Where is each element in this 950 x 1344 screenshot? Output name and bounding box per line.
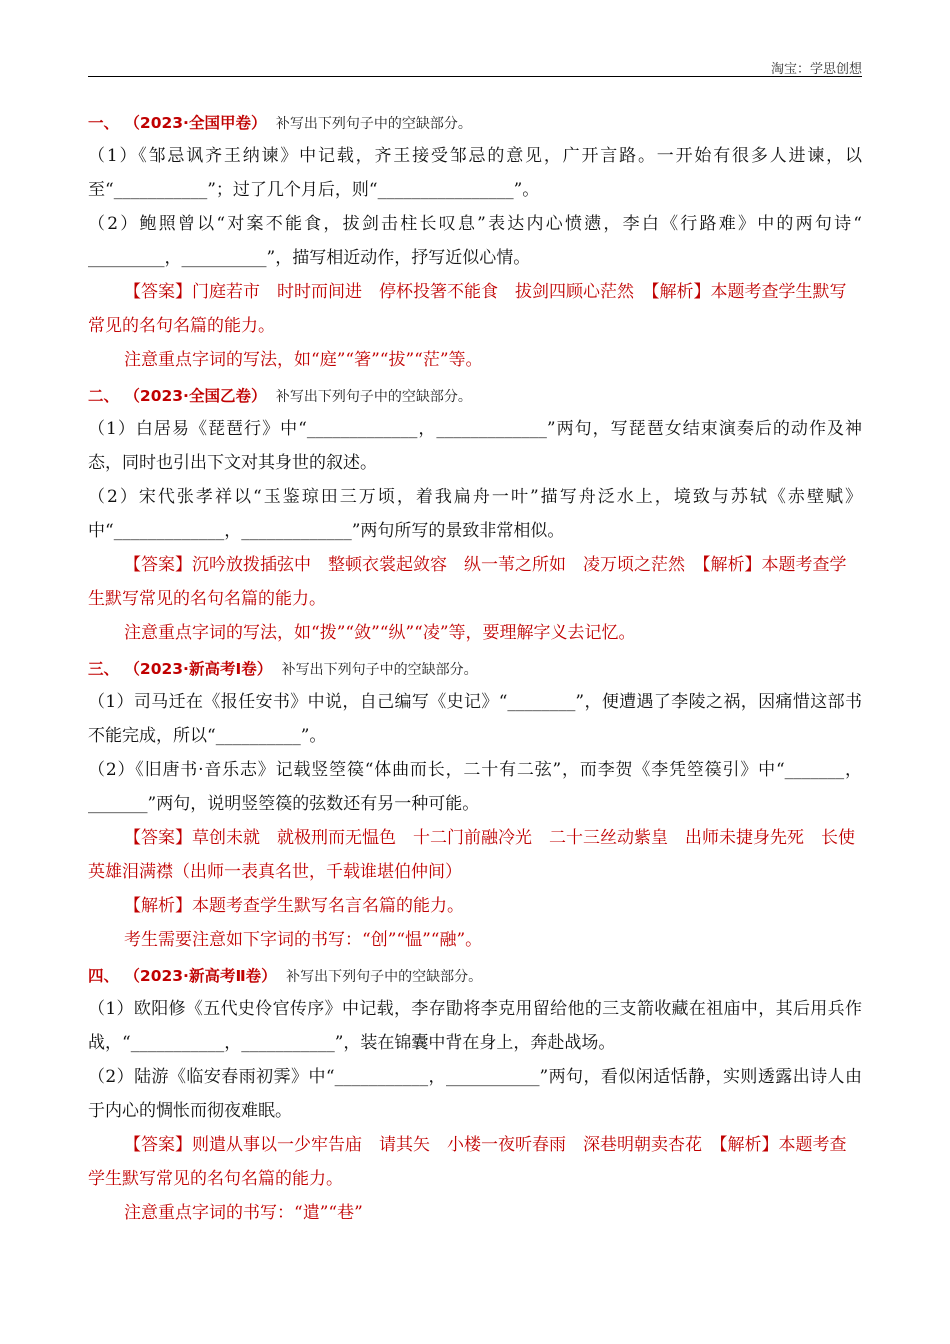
section-3-instruction: 补写出下列句子中的空缺部分。 [281,662,478,678]
section-1-question-2: （2）鲍照曾以“对案不能食，拔剑击柱长叹息”表达内心愤懑，李白《行路难》中的两句诗“ _________，__________”，描写相近动作，抒写近似心情。 [88,214,862,268]
section-4-title [88,965,862,988]
section-1-note: 注意重点字词的写法，如“庭”“箸”“拔”“茫”等。 [124,350,483,370]
section-2-title [88,385,862,408]
header-rule [88,76,862,77]
section-2-question-1: （1）白居易《琵琶行》中“_____________，_____________”两句，写琵琶女结束演奏后的动作及神态，同时也引出下文对其身世的叙述。 [88,419,862,473]
section-3-question-2: （2）《旧唐书·音乐志》记载竖箜篌“体曲而长，二十有二弦”，而李贺《李凭箜篌引》中“_______，_______”两句，说明竖箜篌的弦数还有另一种可能。 [88,760,862,814]
section-4-note: 注意重点字词的书写：“遣”“巷” [124,1203,363,1223]
section-2-number: 二、 [88,387,120,405]
section-4-instruction: 补写出下列句子中的空缺部分。 [286,969,483,985]
section-4-answer: 【答案】则遣从事以一少牢告庙 请其矢 小楼一夜听春雨 深巷明朝卖杏花 【解析】本题考查学生默写常见的名句名篇的能力。 [88,1135,847,1189]
section-4-question-2: （2）陆游《临安春雨初霁》中“___________，___________”两句，看似闲适恬静，实则透露出诗人由于内心的惆怅而彻夜难眠。 [88,1067,862,1121]
section-3-analysis: 【解析】本题考查学生默写名言名篇的能力。 [124,896,464,916]
section-4-source: （2023·新高考Ⅱ卷） [124,967,277,985]
section-1-source: （2023·全国甲卷） [124,114,267,132]
section-3-title [88,658,862,681]
section-1-number: 一、 [88,114,120,132]
section-3-answer: 【答案】草创未就 就极刑而无愠色 十二门前融冷光 二十三丝动紫皇 出师未捷身先死 长使英雄泪满襟（出师一表真名世，千载谁堪伯仲间） [88,828,855,882]
section-3-note: 考生需要注意如下字词的书写：“创”“愠”“融”。 [124,930,483,950]
document-body [88,112,862,1230]
section-1-instruction: 补写出下列句子中的空缺部分。 [275,116,472,132]
section-2-source: （2023·全国乙卷） [124,387,267,405]
section-4-number: 四、 [88,967,120,985]
section-2-instruction: 补写出下列句子中的空缺部分。 [275,389,472,405]
section-2-note: 注意重点字词的写法，如“拨”“敛”“纵”“凌”等，要理解字义去记忆。 [124,623,636,643]
section-4-question-1: （1）欧阳修《五代史伶官传序》中记载，李存勖将李克用留给他的三支箭收藏在祖庙中，其后用兵作战，“___________，___________”，装在锦囊中背在身上，奔赴战场。 [88,999,862,1053]
section-1-question-1: （1）《邹忌讽齐王纳谏》中记载，齐王接受邹忌的意见，广开言路。一开始有很多人进谏，以至“___________”；过了几个月后，则“________________”。 [88,146,862,200]
section-1-title [88,112,862,135]
section-3-number: 三、 [88,660,120,678]
section-3-source: （2023·新高考Ⅰ卷） [124,660,273,678]
section-2-answer: 【答案】沉吟放拨插弦中 整顿衣裳起敛容 纵一苇之所如 凌万顷之茫然 【解析】本题考查学生默写常见的名句名篇的能力。 [88,555,847,609]
section-3-question-1: （1）司马迁在《报任安书》中说，自己编写《史记》“________”，便遭遇了李陵之祸，因痛惜这部书不能完成，所以“__________”。 [88,692,862,746]
section-2-question-2: （2）宋代张孝祥以“玉鉴琼田三万顷，着我扁舟一叶”描写舟泛水上，境致与苏轼《赤壁赋》中“_____________，_____________”两句所写的景致非常相似。 [88,487,862,541]
section-1-answer: 【答案】门庭若市 时时而间进 停杯投箸不能食 拔剑四顾心茫然 【解析】本题考查学生默写常见的名句名篇的能力。 [88,282,847,336]
header-source: 淘宝：学思创想 [770,62,862,77]
